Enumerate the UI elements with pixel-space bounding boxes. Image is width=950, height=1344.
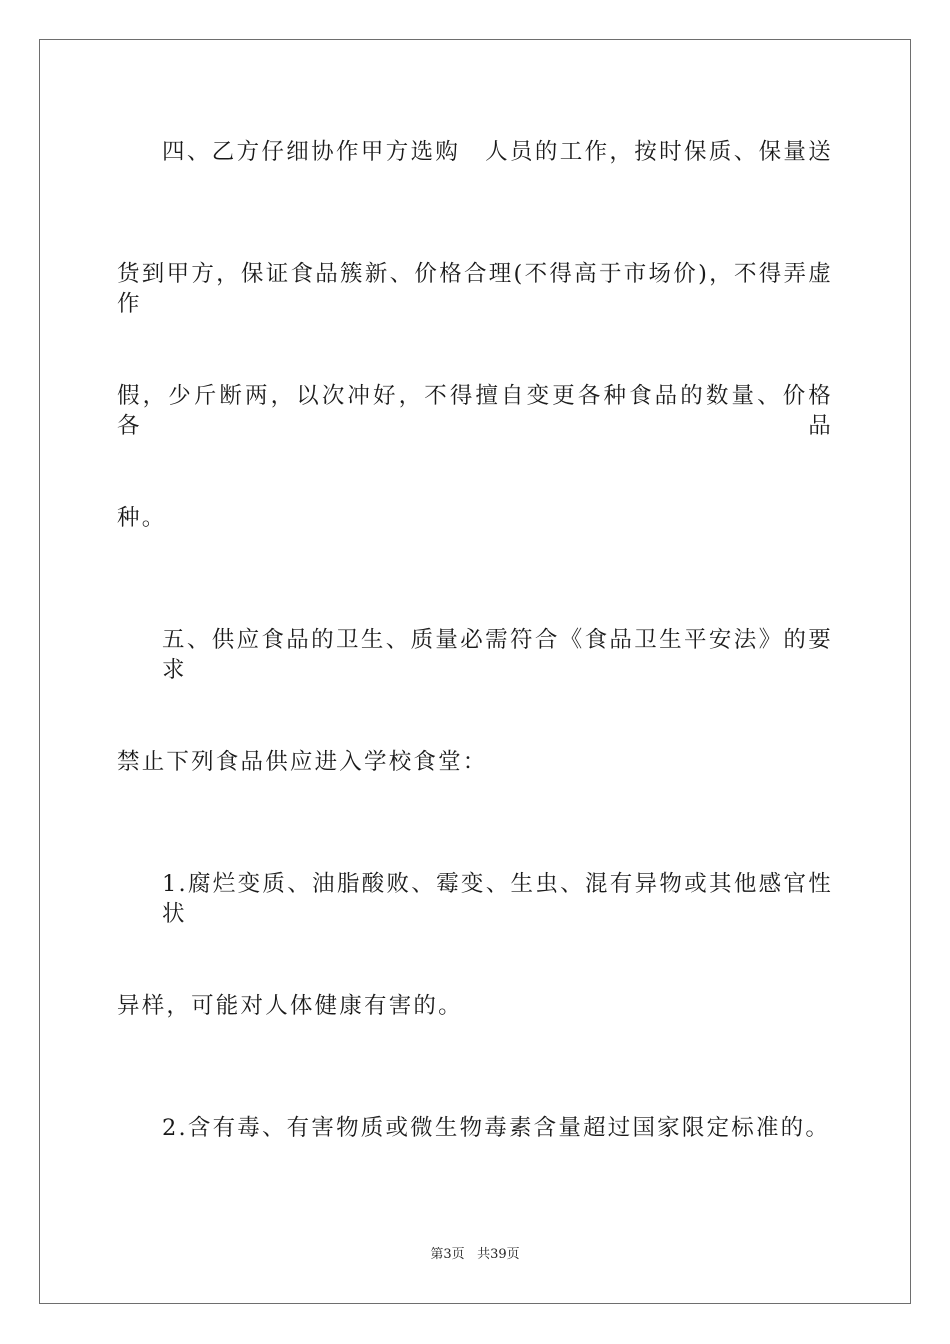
item-1-line-2: 异样，可能对人体健康有害的。 — [117, 993, 463, 1019]
page-total: 共39页 — [477, 1247, 520, 1262]
paragraph-4-line-4: 种。 — [117, 505, 167, 531]
item-2-line-1: 2.含有毒、有害物质或微生物毒素含量超过国家限定标准的。 — [162, 1115, 831, 1141]
item-1-line-1: 1.腐烂变质、油脂酸败、霉变、生虫、混有异物或其他感官性状 — [162, 871, 833, 927]
paragraph-5-line-2: 禁止下列食品供应进入学校食堂： — [117, 749, 488, 775]
paragraph-4-line-3: 假，少斤断两，以次冲好，不得擅自变更各种食品的数量、价格各品 — [117, 383, 833, 439]
page-number: 第3页 — [430, 1247, 465, 1262]
paragraph-4-line-2: 货到甲方，保证食品簇新、价格合理(不得高于市场价)，不得弄虚作 — [117, 261, 833, 317]
paragraph-5-line-1: 五、供应食品的卫生、质量必需符合《食品卫生平安法》的要求 — [162, 627, 833, 683]
paragraph-4-line-1: 四、乙方仔细协作甲方选购 人员的工作，按时保质、保量送 — [162, 139, 833, 165]
page-footer — [0, 1246, 950, 1264]
